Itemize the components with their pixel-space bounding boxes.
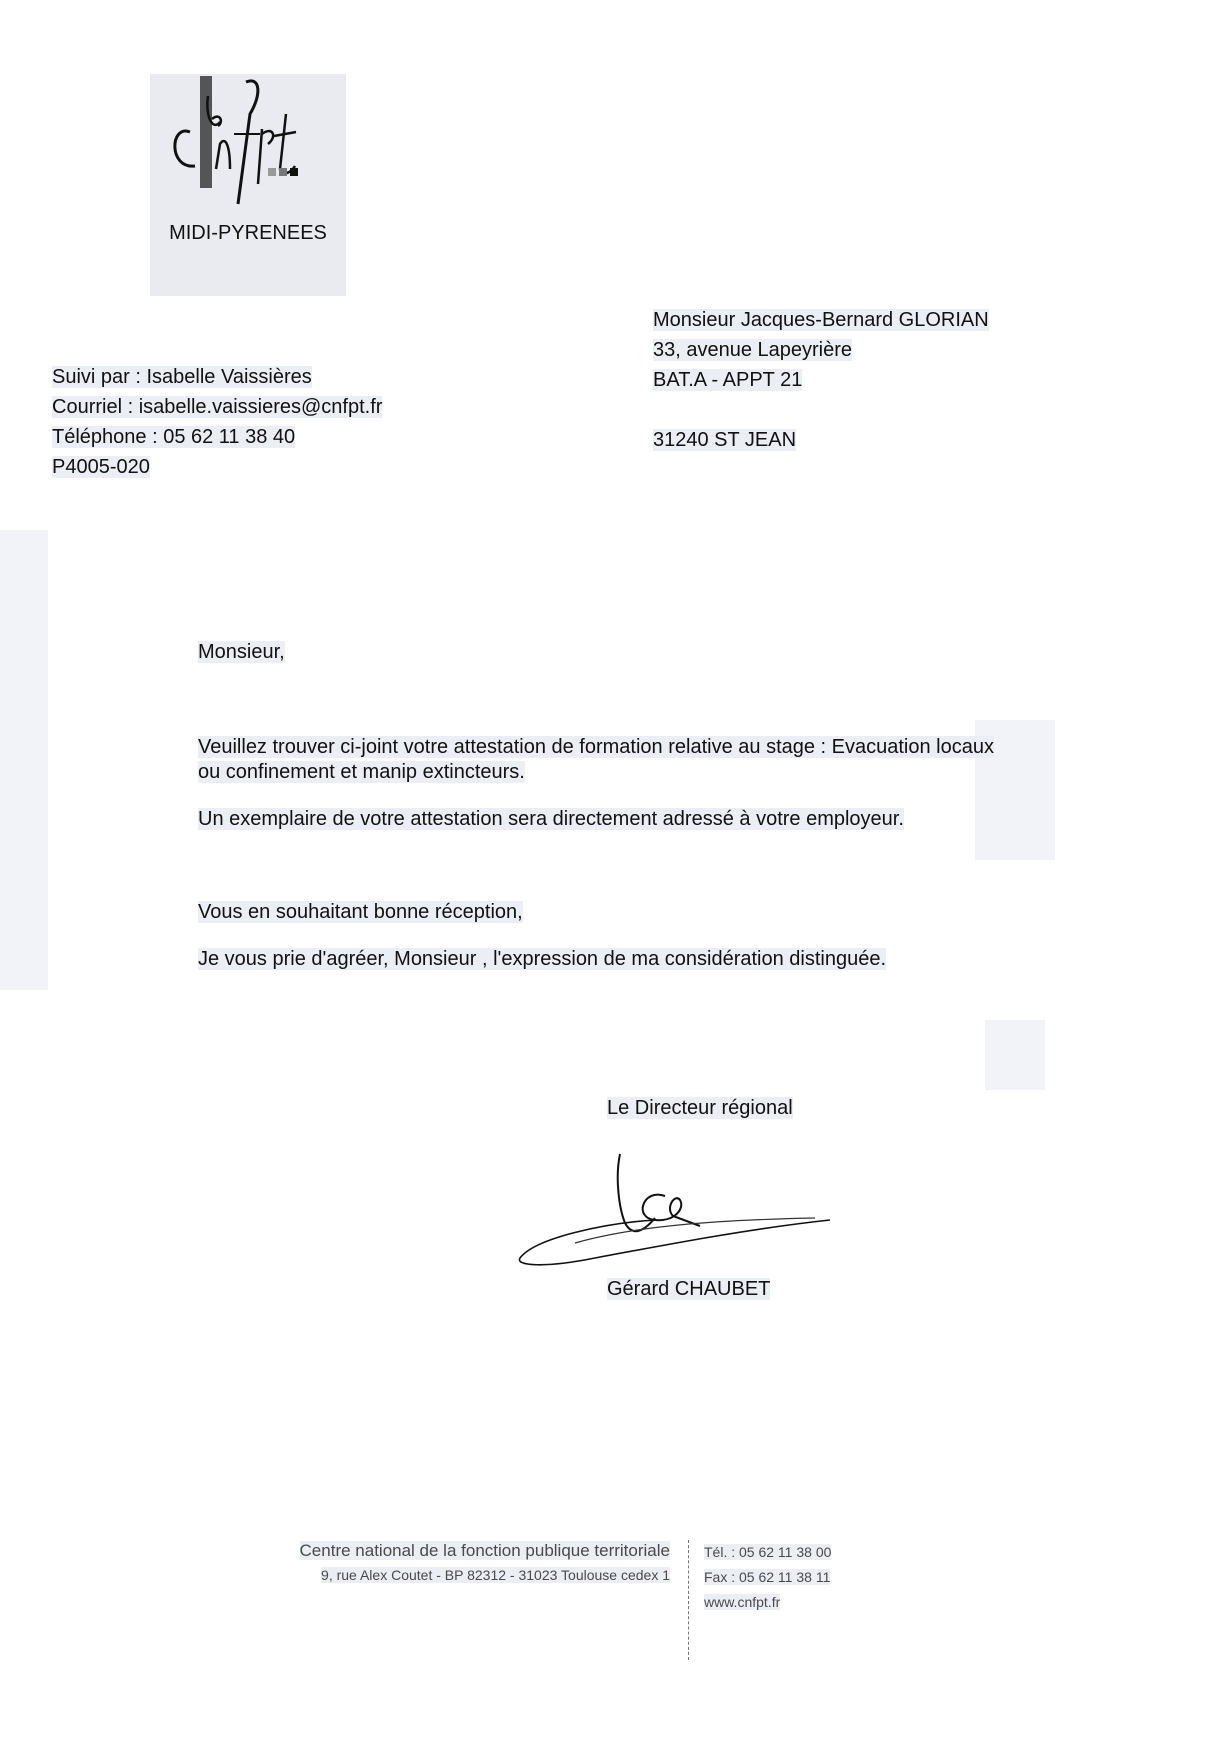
signatory-name-text: Gérard CHAUBET: [607, 1278, 771, 1300]
footer-contact: [704, 1540, 831, 1615]
signatory-title: [607, 1093, 793, 1123]
recipient-name: Monsieur Jacques-Bernard GLORIAN: [653, 309, 989, 331]
sender-phone: Téléphone : 05 62 11 38 40: [52, 426, 296, 448]
sender-block: [52, 362, 382, 482]
handwritten-signature: [515, 1148, 835, 1273]
salutation: Monsieur,: [198, 641, 285, 663]
sender-email: Courriel : isabelle.vaissieres@cnfpt.fr: [52, 396, 383, 418]
signatory-title-text: Le Directeur régional: [607, 1097, 793, 1119]
paragraph-1-line-1: Veuillez trouver ci-joint votre attestation de formation relative au stage : Evacuation locaux: [198, 736, 994, 758]
footer-org-name: Centre national de la fonction publique territoriale: [299, 1541, 670, 1560]
footer-fax: Fax : 05 62 11 38 11: [704, 1569, 831, 1585]
letter-body: [198, 640, 1058, 972]
footer-website: www.cnfpt.fr: [704, 1594, 781, 1610]
scan-shade-right-lower: [985, 1020, 1045, 1090]
recipient-building: BAT.A - APPT 21: [653, 369, 803, 391]
paragraph-1-line-2: ou confinement et manip extincteurs.: [198, 761, 525, 783]
footer-address: 9, rue Alex Coutet - BP 82312 - 31023 Toulouse cedex 1: [321, 1567, 670, 1583]
recipient-block: [653, 305, 989, 455]
recipient-street: 33, avenue Lapeyrière: [653, 339, 853, 361]
scan-shade-left: [0, 530, 48, 990]
logo-region-name: MIDI-PYRENEES: [169, 222, 327, 244]
cnfpt-logo: [150, 74, 346, 296]
closing-2: Je vous prie d'agréer, Monsieur , l'expression de ma considération distinguée.: [198, 948, 887, 970]
signatory-name: [607, 1274, 770, 1304]
followed-by: Suivi par : Isabelle Vaissières: [52, 366, 312, 388]
footer-organization: [270, 1538, 670, 1587]
recipient-city: 31240 ST JEAN: [653, 429, 797, 451]
closing-1: Vous en souhaitant bonne réception,: [198, 901, 523, 923]
cnfpt-logo-mark: [150, 74, 346, 224]
paragraph-2: Un exemplaire de votre attestation sera directement adressé à votre employeur.: [198, 808, 904, 830]
footer-phone: Tél. : 05 62 11 38 00: [704, 1544, 832, 1560]
footer-divider: [688, 1540, 689, 1660]
reference-number: P4005-020: [52, 456, 150, 478]
